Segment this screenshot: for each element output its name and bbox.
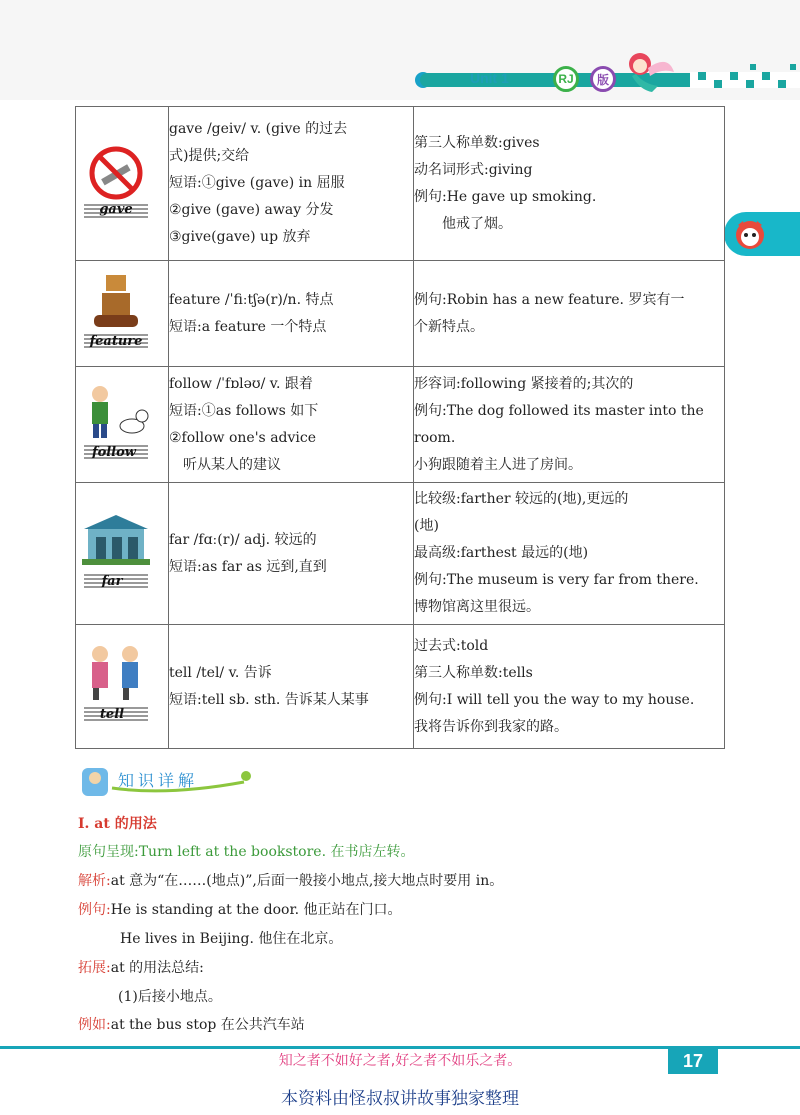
form-line: 形容词:following 紧接着的;其次的	[414, 375, 634, 392]
form-line: 第三人称单数:gives	[414, 134, 540, 151]
svg-text:feature: feature	[89, 333, 143, 349]
form-line: 最高级:farthest 最远的(地)	[414, 545, 589, 561]
original-sentence: 原句呈现:Turn left at the bookstore. 在书店左转。	[78, 844, 415, 860]
two-children-icon	[76, 640, 156, 730]
phrase-line: 短语:tell sb. sth. 告诉某人某事	[169, 691, 369, 708]
credit-line: 本资料由怪叔叔讲故事独家整理	[281, 1089, 519, 1109]
phrase-line: ②follow one's advice	[169, 429, 317, 446]
extension-line: 拓展:at 的用法总结:	[78, 960, 204, 976]
example-line: 小狗跟随着主人进了房间。	[414, 456, 582, 473]
phrase-line: ②give (gave) away 分发	[169, 202, 334, 218]
example-line: 例句:The museum is very far from there.	[414, 572, 699, 588]
form-line: 过去式:told	[414, 637, 489, 654]
example-line: 博物馆离这里很远。	[414, 599, 540, 615]
example-line-2: He lives in Beijing. 他住在北京。	[120, 931, 343, 947]
svg-text:follow: follow	[91, 444, 137, 460]
phrase-line: 听从某人的建议	[169, 456, 281, 473]
section-title: 知识详解	[118, 771, 199, 790]
edition-badge: 版	[590, 66, 616, 92]
svg-text:gave: gave	[99, 201, 133, 217]
phrase-line: 短语:①as follows 如下	[169, 402, 319, 419]
example-line: 他戒了烟。	[414, 215, 512, 232]
section-title-banner	[78, 762, 258, 802]
page-number: 17	[668, 1048, 718, 1074]
vocab-row-feature	[76, 261, 725, 367]
example-line-1: 例句:He is standing at the door. 他正站在门口。	[78, 902, 402, 918]
example-line: 例句:I will tell you the way to my house.	[414, 691, 695, 708]
def-line: tell /tel/ v. 告诉	[169, 664, 272, 681]
museum-building-icon	[76, 507, 156, 597]
vocab-row-follow	[76, 367, 725, 483]
cat-face-icon	[733, 217, 767, 251]
example-line: 例句:Robin has a new feature. 罗宾有一	[414, 291, 685, 308]
example-line: 例句:He gave up smoking.	[414, 188, 597, 205]
unit-label: Unit 1	[470, 70, 509, 86]
example-line: room.	[414, 429, 456, 446]
phrase-line: 短语:as far as 远到,直到	[169, 558, 327, 575]
form-line: 比较级:farther 较远的(地),更远的	[414, 491, 629, 507]
example-line: 例句:The dog followed its master into the	[414, 402, 704, 419]
example-line: 我将告诉你到我家的路。	[414, 718, 568, 735]
fairy-mascot-icon	[618, 46, 676, 96]
form-line: 第三人称单数:tells	[414, 664, 533, 681]
def-line: feature /ˈfiːtʃə(r)/n. 特点	[169, 291, 334, 308]
section-heading: I. at 的用法	[78, 816, 157, 832]
example-line: 个新特点。	[414, 318, 484, 335]
checker-pattern	[690, 64, 800, 88]
form-line: 动名词形式:giving	[414, 161, 533, 178]
def-line: follow /ˈfɒləʊ/ v. 跟着	[169, 375, 313, 392]
vocab-row-gave	[76, 107, 725, 261]
vocab-row-tell	[76, 625, 725, 749]
phrase-line: 短语:①give (gave) in 屈服	[169, 175, 345, 191]
form-line: (地)	[414, 518, 439, 534]
def-line: gave /geiv/ v. (give 的过去	[169, 121, 348, 137]
def-line: far /fɑː(r)/ adj. 较远的	[169, 531, 317, 548]
footer-motto: 知之者不如好之者,好之者不如乐之者。	[278, 1053, 522, 1069]
phrase-line: 短语:a feature 一个特点	[169, 318, 327, 335]
svg-text:tell: tell	[99, 706, 125, 722]
usage-point-1: (1)后接小地点。	[118, 989, 222, 1005]
analysis-line: 解析:at 意为“在……(地点)”,后面一般接小地点,接大地点时要用 in。	[78, 873, 504, 889]
rj-badge: RJ	[553, 66, 579, 92]
svg-text:far: far	[101, 573, 123, 589]
boy-and-dog-icon	[76, 378, 156, 468]
phrase-line: ③give(gave) up 放弃	[169, 229, 311, 245]
vocab-row-far	[76, 483, 725, 625]
robot-icon	[76, 267, 156, 357]
vocab-table	[75, 106, 725, 749]
def-line: 式)提供;交给	[169, 148, 250, 164]
no-smoking-icon	[76, 137, 156, 227]
eg-line: 例如:at the bus stop 在公共汽车站	[78, 1017, 305, 1033]
